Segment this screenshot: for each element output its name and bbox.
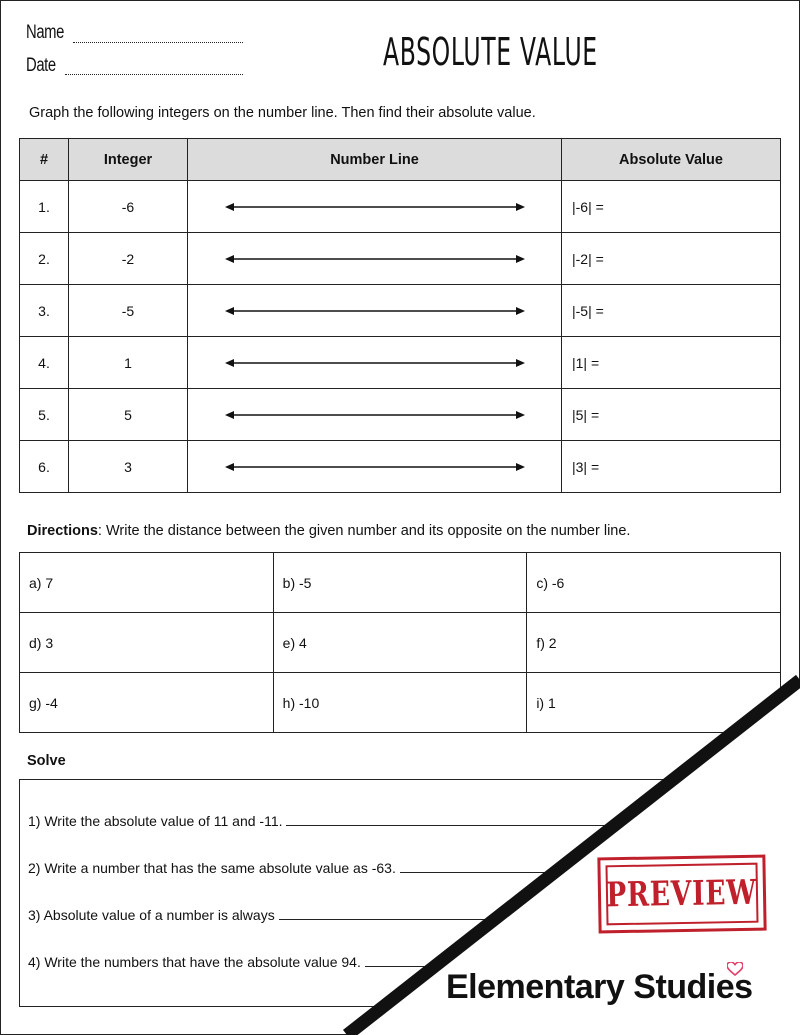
distance-cell[interactable]: b) -5: [273, 553, 527, 613]
solve-label: Solve: [27, 753, 66, 769]
date-label: Date: [26, 55, 56, 76]
distance-cell[interactable]: h) -10: [273, 673, 527, 733]
row-number: 5.: [20, 389, 69, 441]
row-integer: 3: [69, 441, 188, 493]
distance-cell[interactable]: g) -4: [20, 673, 274, 733]
col-header-integer: Integer: [69, 139, 188, 181]
heart-icon: [727, 962, 743, 976]
distance-cell[interactable]: c) -6: [527, 553, 781, 613]
absolute-value-cell[interactable]: |-2| =: [562, 233, 781, 285]
distance-cell[interactable]: f) 2: [527, 613, 781, 673]
absolute-value-cell[interactable]: |-5| =: [562, 285, 781, 337]
question-text: 2) Write a number that has the same absolute value as -63.: [28, 860, 396, 876]
row-number: 4.: [20, 337, 69, 389]
row-integer: -6: [69, 181, 188, 233]
row-integer: 5: [69, 389, 188, 441]
question-text: 1) Write the absolute value of 11 and -11.: [28, 813, 283, 829]
directions-text: : Write the distance between the given number and its opposite on the number line.: [97, 523, 631, 539]
absolute-value-cell[interactable]: |3| =: [562, 441, 781, 493]
absolute-value-cell[interactable]: |5| =: [562, 389, 781, 441]
col-header-absolute-value: Absolute Value: [562, 139, 781, 181]
row-number: 1.: [20, 181, 69, 233]
brand-logo: Elementary Studies: [446, 968, 753, 1006]
preview-stamp-text: PREVIEW: [606, 872, 758, 916]
col-header-number-line: Number Line: [188, 139, 562, 181]
absolute-value-cell[interactable]: |-6| =: [562, 181, 781, 233]
distance-cell[interactable]: i) 1: [527, 673, 781, 733]
distance-cell[interactable]: a) 7: [20, 553, 274, 613]
distance-cell[interactable]: d) 3: [20, 613, 274, 673]
col-header-number: #: [20, 139, 69, 181]
row-number: 2.: [20, 233, 69, 285]
absolute-value-cell[interactable]: |1| =: [562, 337, 781, 389]
instructions: Graph the following integers on the number line. Then find their absolute value.: [29, 105, 536, 121]
row-number: 3.: [20, 285, 69, 337]
preview-stamp: [597, 855, 766, 934]
question-text: 4) Write the numbers that have the absolute value 94.: [28, 954, 361, 970]
directions-label: Directions: [27, 523, 98, 539]
row-number: 6.: [20, 441, 69, 493]
name-label: Name: [26, 22, 64, 43]
page-title: ABSOLUTE VALUE: [383, 30, 598, 74]
row-integer: -2: [69, 233, 188, 285]
row-integer: 1: [69, 337, 188, 389]
question-text: 3) Absolute value of a number is always: [28, 907, 275, 923]
row-integer: -5: [69, 285, 188, 337]
distance-cell[interactable]: e) 4: [273, 613, 527, 673]
